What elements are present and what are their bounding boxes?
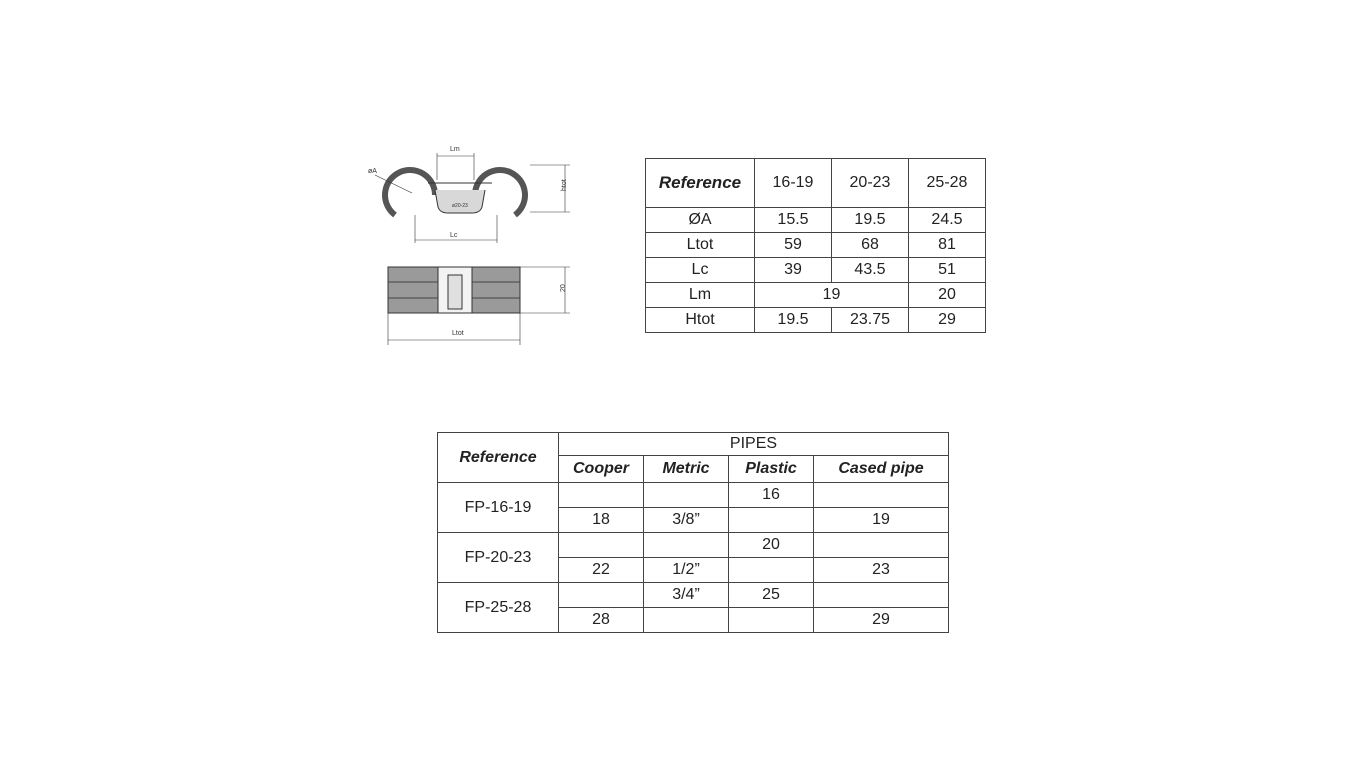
table-row <box>646 208 986 233</box>
dimensions-table-header-row <box>646 159 986 208</box>
dimensions-table <box>645 158 986 333</box>
dim-label-diameter: øA <box>368 168 377 175</box>
table-cell: 19.5 <box>832 208 909 233</box>
table-cell-merged: 19 <box>755 283 909 308</box>
table-cell: 19 <box>814 508 949 533</box>
table-row <box>646 258 986 283</box>
dim-label-ltot: Ltot <box>452 330 464 337</box>
header-pipes: PIPES <box>559 433 949 456</box>
dim-label-htot: htot <box>561 179 568 191</box>
row-label-diameter: ØA <box>646 208 755 233</box>
table-row <box>646 308 986 333</box>
header-reference: Reference <box>438 433 559 483</box>
table-cell: 22 <box>559 558 644 583</box>
table-cell <box>729 508 814 533</box>
row-label-lm: Lm <box>646 283 755 308</box>
table-cell <box>644 483 729 508</box>
table-cell <box>729 608 814 633</box>
table-cell: 15.5 <box>755 208 832 233</box>
pipes-table-header-row <box>438 433 949 456</box>
part-stamp: ø20-23 <box>452 203 468 209</box>
table-row <box>438 533 949 558</box>
clip-drawing-svg <box>360 135 585 350</box>
table-cell: 3/4” <box>644 583 729 608</box>
dim-label-height: 20 <box>560 284 567 292</box>
table-cell: 29 <box>814 608 949 633</box>
side-view <box>388 267 570 345</box>
table-row <box>438 583 949 608</box>
table-cell: 39 <box>755 258 832 283</box>
table-cell <box>814 583 949 608</box>
table-cell: 81 <box>909 233 986 258</box>
header-metric: Metric <box>644 456 729 483</box>
table-row <box>646 233 986 258</box>
header-25-28: 25-28 <box>909 159 986 208</box>
table-cell: 23 <box>814 558 949 583</box>
header-20-23: 20-23 <box>832 159 909 208</box>
table-cell: 16 <box>729 483 814 508</box>
table-cell: 20 <box>729 533 814 558</box>
header-cooper: Cooper <box>559 456 644 483</box>
table-cell: 43.5 <box>832 258 909 283</box>
row-label-htot: Htot <box>646 308 755 333</box>
technical-drawing <box>360 135 585 350</box>
ref-fp-20-23: FP-20-23 <box>438 533 559 583</box>
table-cell: 28 <box>559 608 644 633</box>
dim-label-lm: Lm <box>450 146 460 153</box>
table-cell <box>644 533 729 558</box>
table-cell <box>814 533 949 558</box>
table-row <box>438 483 949 508</box>
dim-label-lc: Lc <box>450 232 458 239</box>
front-view <box>375 153 570 243</box>
table-cell: 29 <box>909 308 986 333</box>
table-row <box>646 283 986 308</box>
table-cell: 25 <box>729 583 814 608</box>
table-cell <box>814 483 949 508</box>
header-16-19: 16-19 <box>755 159 832 208</box>
ref-fp-16-19: FP-16-19 <box>438 483 559 533</box>
header-cased-pipe: Cased pipe <box>814 456 949 483</box>
table-cell <box>559 533 644 558</box>
table-cell: 24.5 <box>909 208 986 233</box>
row-label-lc: Lc <box>646 258 755 283</box>
table-cell <box>559 483 644 508</box>
table-cell <box>729 558 814 583</box>
ref-fp-25-28: FP-25-28 <box>438 583 559 633</box>
table-cell: 19.5 <box>755 308 832 333</box>
pipes-table <box>437 432 949 633</box>
header-plastic: Plastic <box>729 456 814 483</box>
table-cell <box>559 583 644 608</box>
table-cell <box>644 608 729 633</box>
table-cell: 1/2” <box>644 558 729 583</box>
table-cell: 20 <box>909 283 986 308</box>
table-cell: 59 <box>755 233 832 258</box>
header-reference: Reference <box>646 159 755 208</box>
table-cell: 68 <box>832 233 909 258</box>
table-cell: 51 <box>909 258 986 283</box>
row-label-ltot: Ltot <box>646 233 755 258</box>
table-cell: 3/8” <box>644 508 729 533</box>
table-cell: 18 <box>559 508 644 533</box>
table-cell: 23.75 <box>832 308 909 333</box>
